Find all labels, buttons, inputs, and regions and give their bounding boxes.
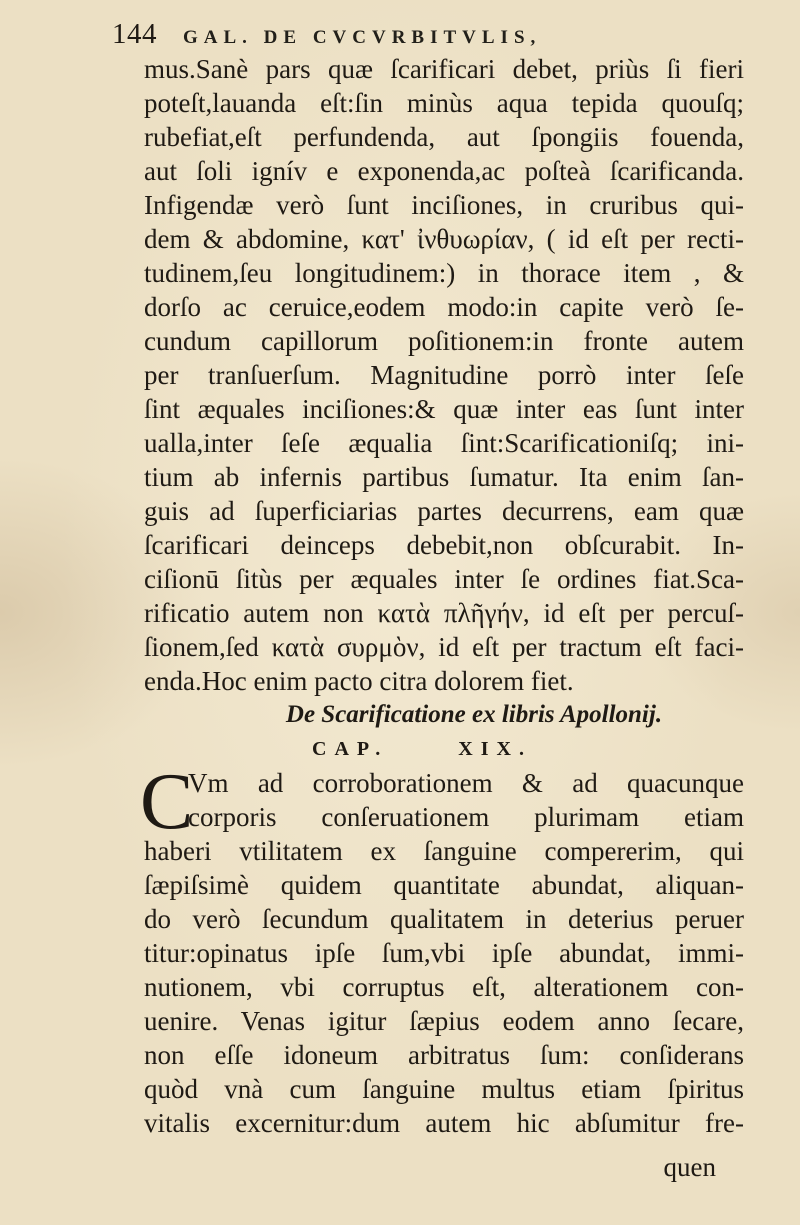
text-line: ualla,inter ſeſe æqualia ſint:Scarificationiſq; ini- bbox=[144, 428, 744, 458]
text-line: quòd vnà cum ſanguine multus etiam ſpiritus bbox=[144, 1074, 744, 1104]
text-line: tium ab infernis partibus ſumatur. Ita enim ſan- bbox=[144, 462, 744, 492]
running-head: GAL. DE CVCVRBITVLIS, bbox=[183, 27, 542, 48]
text-line: ſcarificari deinceps debebit,non obſcurabit. In- bbox=[144, 530, 744, 560]
page-header bbox=[112, 18, 652, 52]
text-line: dem & abdomine, κατ' ἰνθυωρίαν, ( id eſt per recti- bbox=[144, 224, 744, 254]
text-line: corporis conſeruationem plurimam etiam bbox=[188, 802, 744, 832]
text-line: rificatio autem non κατὰ πλῆγήν, id eſt per percuſ- bbox=[144, 598, 744, 628]
chapter-number: XIX. bbox=[458, 738, 532, 760]
catchword: quen bbox=[663, 1152, 716, 1182]
text-line: tudinem,ſeu longitudinem:) in thorace item , & bbox=[144, 258, 744, 288]
chapter-heading bbox=[144, 732, 744, 766]
text-line: mus.Sanè pars quæ ſcarificari debet, priùs ſi fieri bbox=[144, 54, 744, 84]
text-line: ſionem,ſed κατὰ συρμὸν, id eſt per tractum eſt faci- bbox=[144, 632, 744, 662]
drop-cap: C bbox=[140, 758, 194, 846]
text-line: guis ad ſuperficiarias partes decurrens, eam quæ bbox=[144, 496, 744, 526]
text-line: poteſt,lauanda eſt:ſin minùs aqua tepida quouſq; bbox=[144, 88, 744, 118]
text-line: nutionem, vbi corruptus eſt, alterationem con- bbox=[144, 972, 744, 1002]
text-line: enda.Hoc enim pacto citra dolorem fiet. bbox=[144, 666, 574, 696]
text-line: dorſo ac ceruice,eodem modo:in capite verò ſe- bbox=[144, 292, 744, 322]
dropcap-paragraph bbox=[140, 758, 744, 1140]
text-line: vitalis excernitur:dum autem hic abſumitur fre- bbox=[144, 1108, 744, 1138]
section-caption: De Scarificatione ex libris Apollonij. bbox=[285, 701, 663, 728]
text-line: rubefiat,eſt perfundenda, aut ſpongiis fouenda, bbox=[144, 122, 744, 152]
text-line: aut ſoli ignív e exponenda,ac poſteà ſcarificanda. bbox=[144, 156, 744, 186]
text-line: ciſionū ſitùs per æquales inter ſe ordines fiat.Sca- bbox=[144, 564, 744, 594]
text-line: cundum capillorum poſitionem:in fronte autem bbox=[144, 326, 744, 356]
text-line: ſint æquales inciſiones:& quæ inter eas ſunt inter bbox=[144, 394, 744, 424]
chapter-label: CAP. bbox=[312, 738, 389, 760]
text-line: haberi vtilitatem ex ſanguine compererim, qui bbox=[144, 836, 744, 866]
body-text bbox=[140, 52, 744, 1184]
text-line: titur:opinatus ipſe ſum,vbi ipſe abundat, immi- bbox=[144, 938, 744, 968]
text-line: per tranſuerſum. Magnitudine porrò inter ſeſe bbox=[144, 360, 744, 390]
text-line: non eſſe idoneum arbitratus ſum: conſiderans bbox=[144, 1040, 744, 1070]
page-number: 144 bbox=[112, 18, 157, 50]
text-line: Infigendæ verò ſunt inciſiones, in cruribus qui- bbox=[144, 190, 744, 220]
text-line: ſæpiſsimè quidem quantitate abundat, aliquan- bbox=[144, 870, 744, 900]
text-line: uenire. Venas igitur ſæpius eodem anno ſecare, bbox=[144, 1006, 744, 1036]
text-line: Vm ad corroborationem & ad quacunque bbox=[188, 768, 744, 798]
text-line: do verò ſecundum qualitatem in deterius peruer bbox=[144, 904, 744, 934]
